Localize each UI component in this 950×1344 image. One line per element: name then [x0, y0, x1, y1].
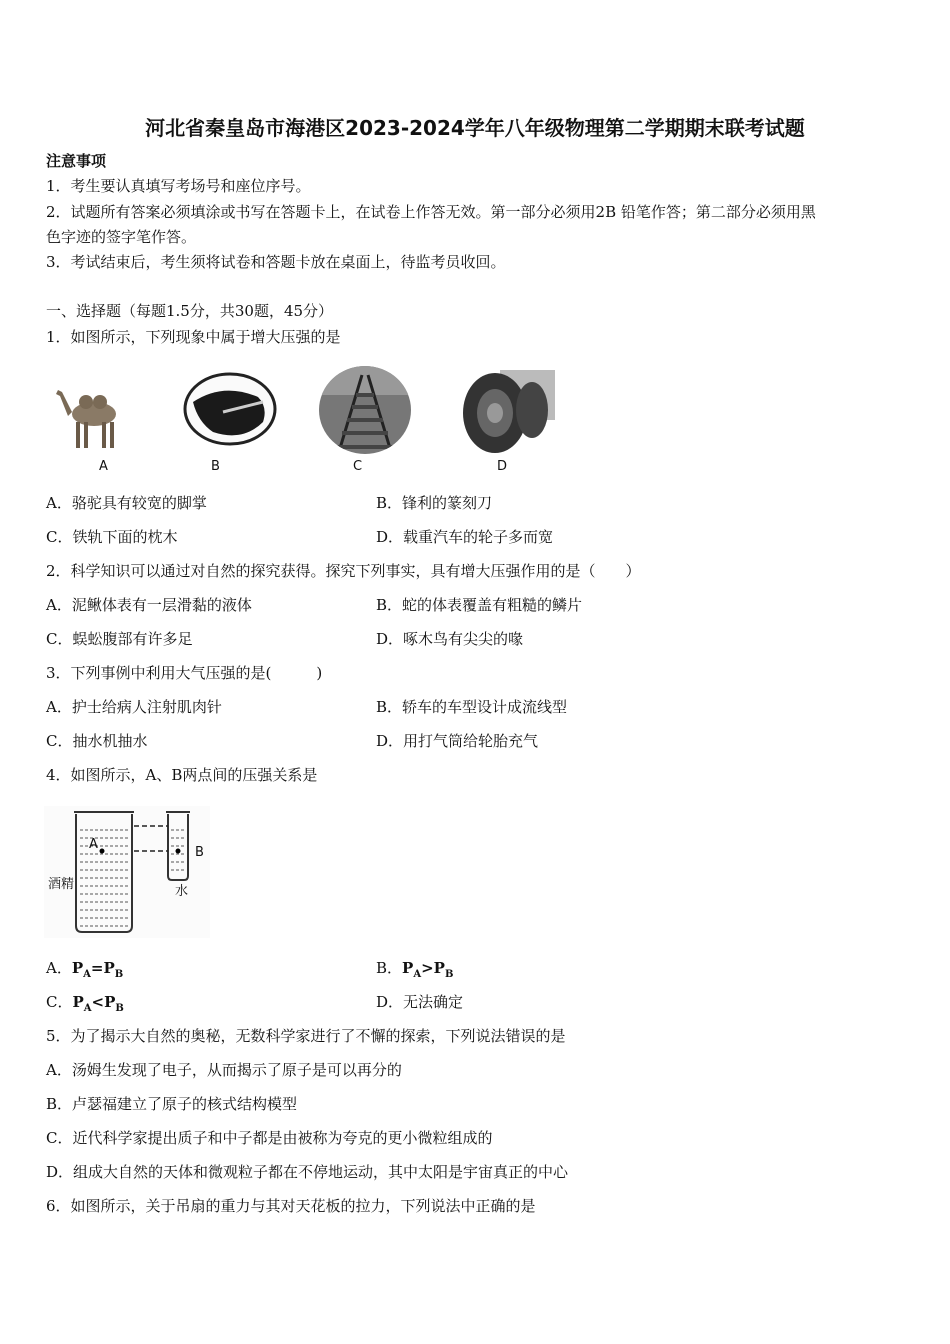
option: A．$P_A=P_B$ — [46, 959, 124, 980]
question-5-stem: 5．为了揭示大自然的奥秘，无数科学家进行了不懈的探索，下列说法错误的是 — [46, 1027, 566, 1045]
notice-item: 3．考试结束后，考生须将试卷和答题卡放在桌面上，待监考员收回。 — [46, 253, 506, 271]
section-heading: 一、选择题（每题1.5分，共30题，45分） — [46, 302, 334, 320]
truck-wheels-image — [460, 365, 555, 455]
option: A．骆驼具有较宽的脚掌 — [46, 494, 207, 512]
question-1-stem: 1．如图所示，下列现象中属于增大压强的是 — [46, 328, 341, 346]
notice-item: 1．考生要认真填写考场号和座位序号。 — [46, 177, 311, 195]
option: A．护士给病人注射肌肉针 — [46, 698, 222, 716]
option: D．用打气筒给轮胎充气 — [376, 732, 539, 750]
option: B．轿车的车型设计成流线型 — [376, 698, 568, 716]
option: C．铁轨下面的枕木 — [46, 528, 178, 546]
notice-heading: 注意事项 — [46, 152, 107, 170]
alcohol-label: 酒精 — [48, 877, 75, 892]
option: C．抽水机抽水 — [46, 732, 148, 750]
option: D．载重汽车的轮子多而宽 — [376, 528, 554, 546]
question-6-stem: 6．如图所示，关于吊扇的重力与其对天花板的拉力，下列说法中正确的是 — [46, 1197, 536, 1215]
point-b-label: B — [195, 845, 204, 860]
option: B．蛇的体表覆盖有粗糙的鳞片 — [376, 596, 583, 614]
option: C．蜈蚣腹部有许多足 — [46, 630, 193, 648]
option: B．$P_A>P_B$ — [376, 959, 454, 980]
figure-caption: D — [497, 459, 508, 474]
figure-caption: C — [353, 459, 363, 474]
option: C．近代科学家提出质子和中子都是由被称为夸克的更小微粒组成的 — [46, 1129, 493, 1147]
option: D．组成大自然的天体和微观粒子都在不停地运动，其中太阳是宇宙真正的中心 — [46, 1163, 569, 1181]
option: C．$P_A<P_B$ — [46, 993, 124, 1014]
option: B．锋利的篆刻刀 — [376, 494, 493, 512]
point-a-label: A — [89, 837, 98, 852]
camel-image — [50, 378, 130, 456]
water-label: 水 — [175, 884, 189, 899]
carving-knife-image — [183, 372, 278, 447]
figure-caption: A — [99, 459, 108, 474]
notice-item: 色字迹的签字笔作答。 — [46, 228, 197, 246]
figure-caption: B — [211, 459, 220, 474]
question-2-stem: 2．科学知识可以通过对自然的探究获得。探究下列事实，具有增大压强作用的是（ ） — [46, 562, 641, 580]
option: D．无法确定 — [376, 993, 464, 1011]
option: B．卢瑟福建立了原子的核式结构模型 — [46, 1095, 298, 1113]
question-4-stem: 4．如图所示，A、B两点间的压强关系是 — [46, 766, 318, 784]
option: A．汤姆生发现了电子，从而揭示了原子是可以再分的 — [46, 1061, 402, 1079]
option: D．啄木鸟有尖尖的喙 — [376, 630, 524, 648]
option: A．泥鳅体表有一层滑黏的液体 — [46, 596, 252, 614]
question-3-stem: 3．下列事例中利用大气压强的是( ) — [46, 664, 323, 682]
notice-item: 2．试题所有答案必须填涂或书写在答题卡上，在试卷上作答无效。第一部分必须用2B 铅笔作答；第二部分必须用黑 — [46, 203, 816, 221]
page-title: 河北省秦皇岛市海港区2023-2024学年八年级物理第二学期期末联考试题 — [145, 116, 805, 140]
liquid-container-diagram — [44, 806, 210, 938]
railway-sleepers-image — [318, 365, 412, 455]
